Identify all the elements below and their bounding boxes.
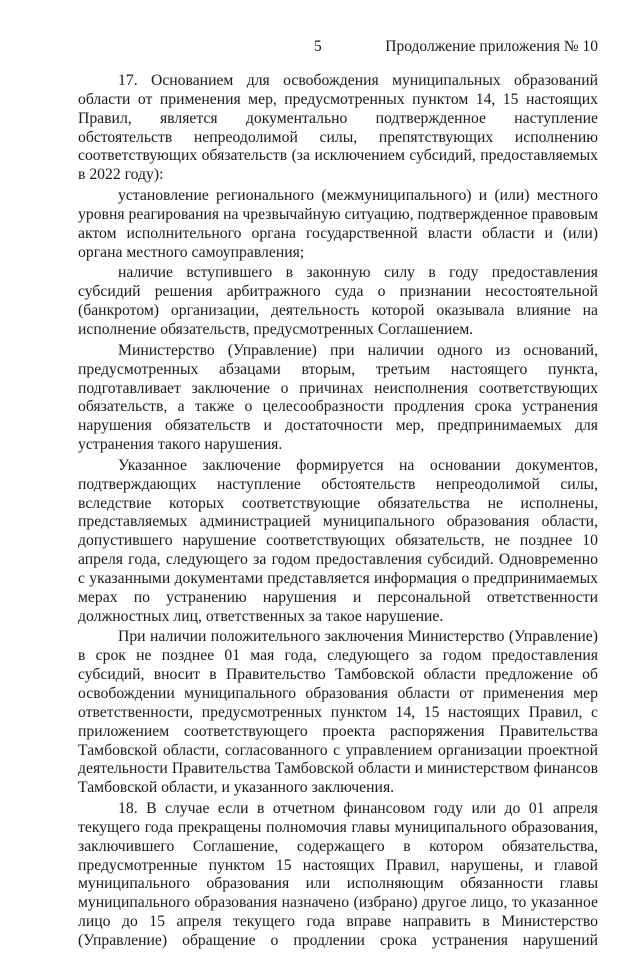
paragraph-17-intro: 17. Основанием для освобождения муниципальных образований области от применения мер, предусмотренных пунктом 14, 15 настоящих Правил, является документально подтвержденное наступление обстоятельств непреодолимой силы, препятствующих исполнению соответствующих обязательств (за исключением субсидий, предоставляемых в 2022 году):: [78, 72, 598, 184]
paragraph-17-ministry-conclusion: Министерство (Управление) при наличии одного из оснований, предусмотренных абзацами вторым, третьим настоящего пункта, подготавливает заключение о причинах неисполнения соответствующих обязательств, а также о целесообразности продления срока устранения нарушения обязательств и достаточности мер, предпринимаемых для устранения такого нарушения.: [78, 341, 598, 454]
paragraph-17-bankruptcy-condition: наличие вступившего в законную силу в году предоставления субсидий решения арбитражного суда о признании несостоятельной (банкротом) организации, деятельность которой оказывала влияние на исполнение обязательств, предусмотренных Соглашением.: [78, 264, 598, 338]
paragraph-18: 18. В случае если в отчетном финансовом году или до 01 апреля текущего года прекращены полномочия главы муниципального образования, заключившего Соглашение, содержащего в котором обязательства, предусмотренные пунктом 15 настоящих Правил, нарушены, и главой муниципального образования или исполняющим обязанности главы муниципального образования назначено (избрано) другое лицо, то указанное лицо до 15 апреля текущего года вправе направить в Министерство (Управление) обращение о продлении срока устранения нарушений: [78, 800, 598, 949]
document-body: [78, 72, 598, 953]
page-header: [0, 38, 640, 58]
page-number: 5: [314, 38, 322, 55]
paragraph-17-conclusion-basis: Указанное заключение формируется на основании документов, подтверждающих наступление обстоятельств непреодолимой силы, вследствие которых соответствующие обязательства не исполнены, представляемых администрацией муниципального образования области, допустившего нарушение соответствующих обязательств, не позднее 10 апреля года, следующего за годом предоставления субсидий. Одновременно с указанными документами представляется информация о предпринимаемых мерах по устранению нарушения и персональной ответственности должностных лиц, ответственных за такое нарушение.: [78, 456, 598, 625]
paragraph-17-emergency-condition: установление регионального (межмуниципального) и (или) местного уровня реагирования на чрезвычайную ситуацию, подтвержденное правовым актом исполнительного органа государственной власти области и (или) органа местного самоуправления;: [78, 187, 598, 261]
appendix-continuation-title: Продолжение приложения № 10: [385, 38, 598, 55]
paragraph-17-government-proposal: При наличии положительного заключения Министерство (Управление) в срок не позднее 01 мая года, следующего за годом предоставления субсидий, вносит в Правительство Тамбовской области предложение об освобождении муниципального образования области от применения мер ответственности, предусмотренных пунктом 14, 15 настоящих Правил, с приложением соответствующего проекта распоряжения Правительства Тамбовской области, согласованного с управлением организации проектной деятельности Правительства Тамбовской области и министерством финансов Тамбовской области, и указанного заключения.: [78, 628, 598, 797]
